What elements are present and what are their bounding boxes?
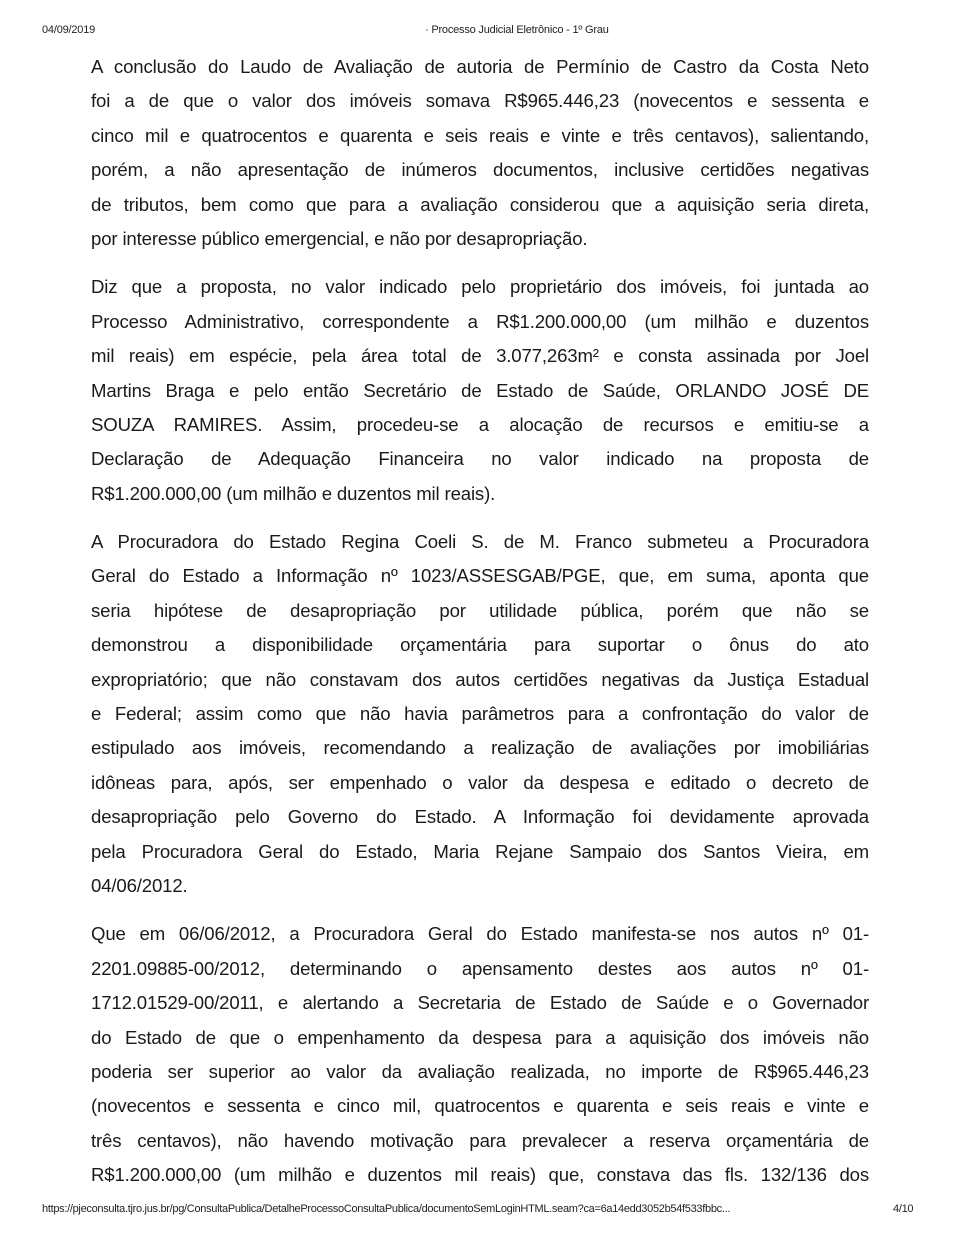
- print-header: [0, 24, 960, 40]
- text-line: pela Procuradora Geral do Estado, Maria Rejane Sampaio dos Santos Vieira, em: [91, 840, 869, 862]
- text-line: 2201.09885-00/2012, determinando o apensamento destes aos autos nº 01-: [91, 957, 869, 979]
- text-line: três centavos), não havendo motivação para prevalecer a reserva orçamentária de: [91, 1129, 869, 1151]
- text-line: Que em 06/06/2012, a Procuradora Geral do Estado manifesta-se nos autos nº 01-: [91, 923, 869, 945]
- text-line: foi a de que o valor dos imóveis somava R$965.446,23 (novecentos e sessenta e: [91, 90, 869, 112]
- text-line: por interesse público emergencial, e não por desapropriação.: [91, 227, 588, 249]
- text-line: seria hipótese de desapropriação por utilidade pública, porém que não se: [91, 599, 869, 621]
- text-line: 04/06/2012.: [91, 874, 188, 896]
- text-line: A conclusão do Laudo de Avaliação de autoria de Permínio de Castro da Costa Neto: [91, 56, 869, 77]
- text-line: R$1.200.000,00 (um milhão e duzentos mil reais) que, constava das fls. 132/136 dos: [91, 1164, 869, 1186]
- text-line: de tributos, bem como que para a avaliação considerou que a aquisição seria direta,: [91, 193, 869, 215]
- text-line: estipulado aos imóveis, recomendando a realização de avaliações por imobiliárias: [91, 737, 869, 759]
- text-line: Declaração de Adequação Financeira no valor indicado na proposta de: [91, 448, 869, 470]
- text-line: mil reais) em espécie, pela área total de 3.077,263m² e consta assinada por Joel: [91, 345, 869, 367]
- text-line: SOUZA RAMIRES. Assim, procedeu-se a alocação de recursos e emitiu-se a: [91, 413, 869, 435]
- paragraph-1: [91, 50, 869, 256]
- text-line: demonstrou a disponibilidade orçamentária para suportar o ônus do ato: [91, 634, 869, 656]
- source-url-link[interactable]: https://pjeconsulta.tjro.jus.br/pg/ConsultaPublica/DetalheProcessoConsultaPublica/documentoSemLoginHTML.seam?ca=6a14edd3052b54f533fbbc...: [42, 1203, 731, 1215]
- text-line: desapropriação pelo Governo do Estado. A Informação foi devidamente aprovada: [91, 806, 869, 828]
- text-line: e Federal; assim como que não havia parâmetros para a confrontação do valor de: [91, 703, 869, 725]
- paragraph-2: [91, 270, 869, 511]
- text-line: expropriatório; que não constavam dos autos certidões negativas da Justiça Estadual: [91, 668, 869, 690]
- document-title: · Processo Judicial Eletrônico - 1º Grau: [425, 24, 609, 36]
- text-line: Geral do Estado a Informação nº 1023/ASSESGAB/PGE, que, em suma, aponta que: [91, 565, 869, 587]
- text-line: porém, a não apresentação de inúmeros documentos, inclusive certidões negativas: [91, 159, 869, 181]
- text-line: poderia ser superior ao valor da avaliação realizada, no importe de R$965.446,23: [91, 1060, 869, 1082]
- text-line: Diz que a proposta, no valor indicado pelo proprietário dos imóveis, foi juntada ao: [91, 276, 869, 298]
- text-line: R$1.200.000,00 (um milhão e duzentos mil reais).: [91, 482, 496, 504]
- page-number: 4/10: [893, 1203, 914, 1215]
- text-line: idôneas para, após, ser empenhado o valor da despesa e editado o decreto de: [91, 771, 869, 793]
- text-line: do Estado de que o empenhamento da despesa para a aquisição dos imóveis não: [91, 1026, 869, 1048]
- text-line: 1712.01529-00/2011, e alertando a Secretaria de Estado de Saúde e o Governador: [91, 992, 869, 1014]
- paragraph-3: [91, 525, 869, 903]
- text-line: cinco mil e quatrocentos e quarenta e seis reais e vinte e três centavos), salientando,: [91, 124, 869, 146]
- document-body: [91, 50, 869, 1207]
- print-footer: [0, 1203, 960, 1219]
- paragraph-4: [91, 917, 869, 1192]
- print-date: 04/09/2019: [42, 24, 96, 36]
- text-line: Martins Braga e pelo então Secretário de Estado de Saúde, ORLANDO JOSÉ DE: [91, 379, 869, 401]
- text-line: (novecentos e sessenta e cinco mil, quatrocentos e quarenta e seis reais e vinte e: [91, 1095, 869, 1117]
- text-line: A Procuradora do Estado Regina Coeli S. de M. Franco submeteu a Procuradora: [91, 531, 869, 553]
- text-line: Processo Administrativo, correspondente a R$1.200.000,00 (um milhão e duzentos: [91, 310, 869, 332]
